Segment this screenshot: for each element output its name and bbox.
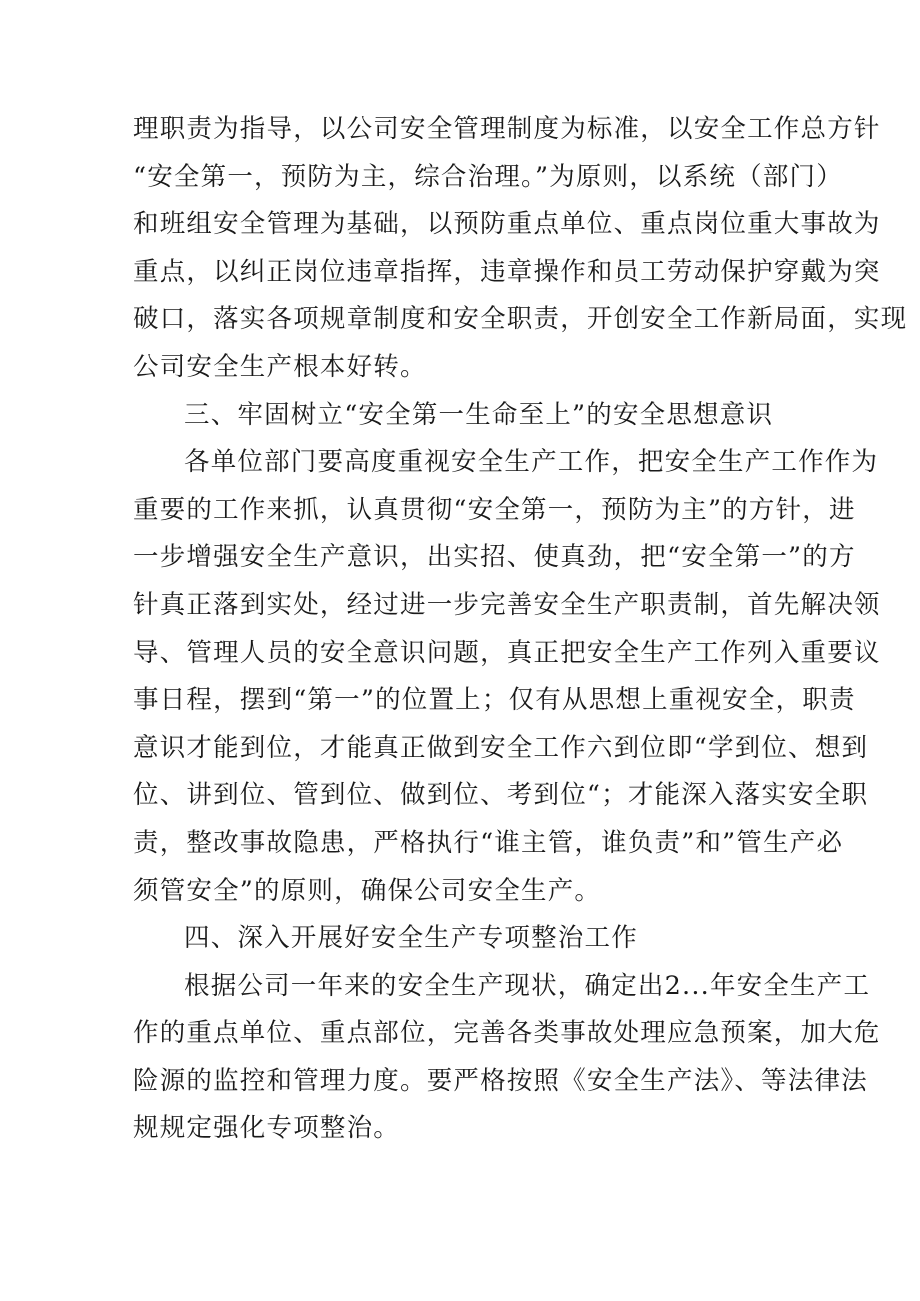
text-line: 重点，以纠正岗位违章指挥，违章操作和员工劳动保护穿戴为突: [133, 256, 881, 287]
section-heading-3: 三、牢固树立“安全第一生命至上”的安全思想意识: [184, 399, 774, 430]
text-line: 作的重点单位、重点部位，完善各类事故处理应急预案，加大危: [133, 1018, 881, 1049]
text-line: 规规定强化专项整治。: [133, 1113, 401, 1144]
text-line: 针真正落到实处，经过进一步完善安全生产职责制，首先解决领: [133, 589, 881, 620]
text-line: 责，整改事故隐患，严格执行“谁主管，谁负责”和”管生产必: [133, 827, 844, 858]
text-line: 一步增强安全生产意识，出实招、使真劲，把“安全第一”的方: [133, 542, 856, 573]
text-line: 重要的工作来抓，认真贯彻“安全第一，预防为主”的方针，进: [133, 494, 856, 525]
text-line: 各单位部门要高度重视安全生产工作，把安全生产工作作为: [184, 447, 879, 478]
section-heading-4: 四、深入开展好安全生产专项整治工作: [184, 923, 638, 954]
text-line: 位、讲到位、管到位、做到位、考到位“；才能深入落实安全职: [133, 780, 869, 811]
paragraph-3: [133, 963, 881, 1153]
paragraph-1: [133, 106, 908, 392]
text-line: “安全第一，预防为主，综合治理。”为原则，以系统（部门）: [133, 161, 843, 192]
text-line: 事日程，摆到“第一”的位置上；仅有从思想上重视安全，职责: [133, 685, 856, 716]
text-line: 导、管理人员的安全意识问题，真正把安全生产工作列入重要议: [133, 637, 881, 668]
text-line: 意识才能到位，才能真正做到安全工作六到位即“学到位、想到: [133, 732, 869, 763]
text-line: 破口，落实各项规章制度和安全职责，开创安全工作新局面，实现: [133, 304, 908, 335]
paragraph-2: [133, 439, 881, 915]
text-line: 根据公司一年来的安全生产现状，确定出2...年安全生产工: [184, 970, 871, 1001]
text-line: 和班组安全管理为基础，以预防重点单位、重点岗位重大事故为: [133, 209, 881, 240]
text-line: 须管安全”的原则，确保公司安全生产。: [133, 875, 602, 906]
text-line: 理职责为指导，以公司安全管理制度为标准，以安全工作总方针: [133, 114, 881, 144]
text-line: 公司安全生产根本好转。: [133, 351, 427, 382]
text-line: 险源的监控和管理力度。要严格按照《安全生产法》、等法律法: [133, 1065, 868, 1096]
